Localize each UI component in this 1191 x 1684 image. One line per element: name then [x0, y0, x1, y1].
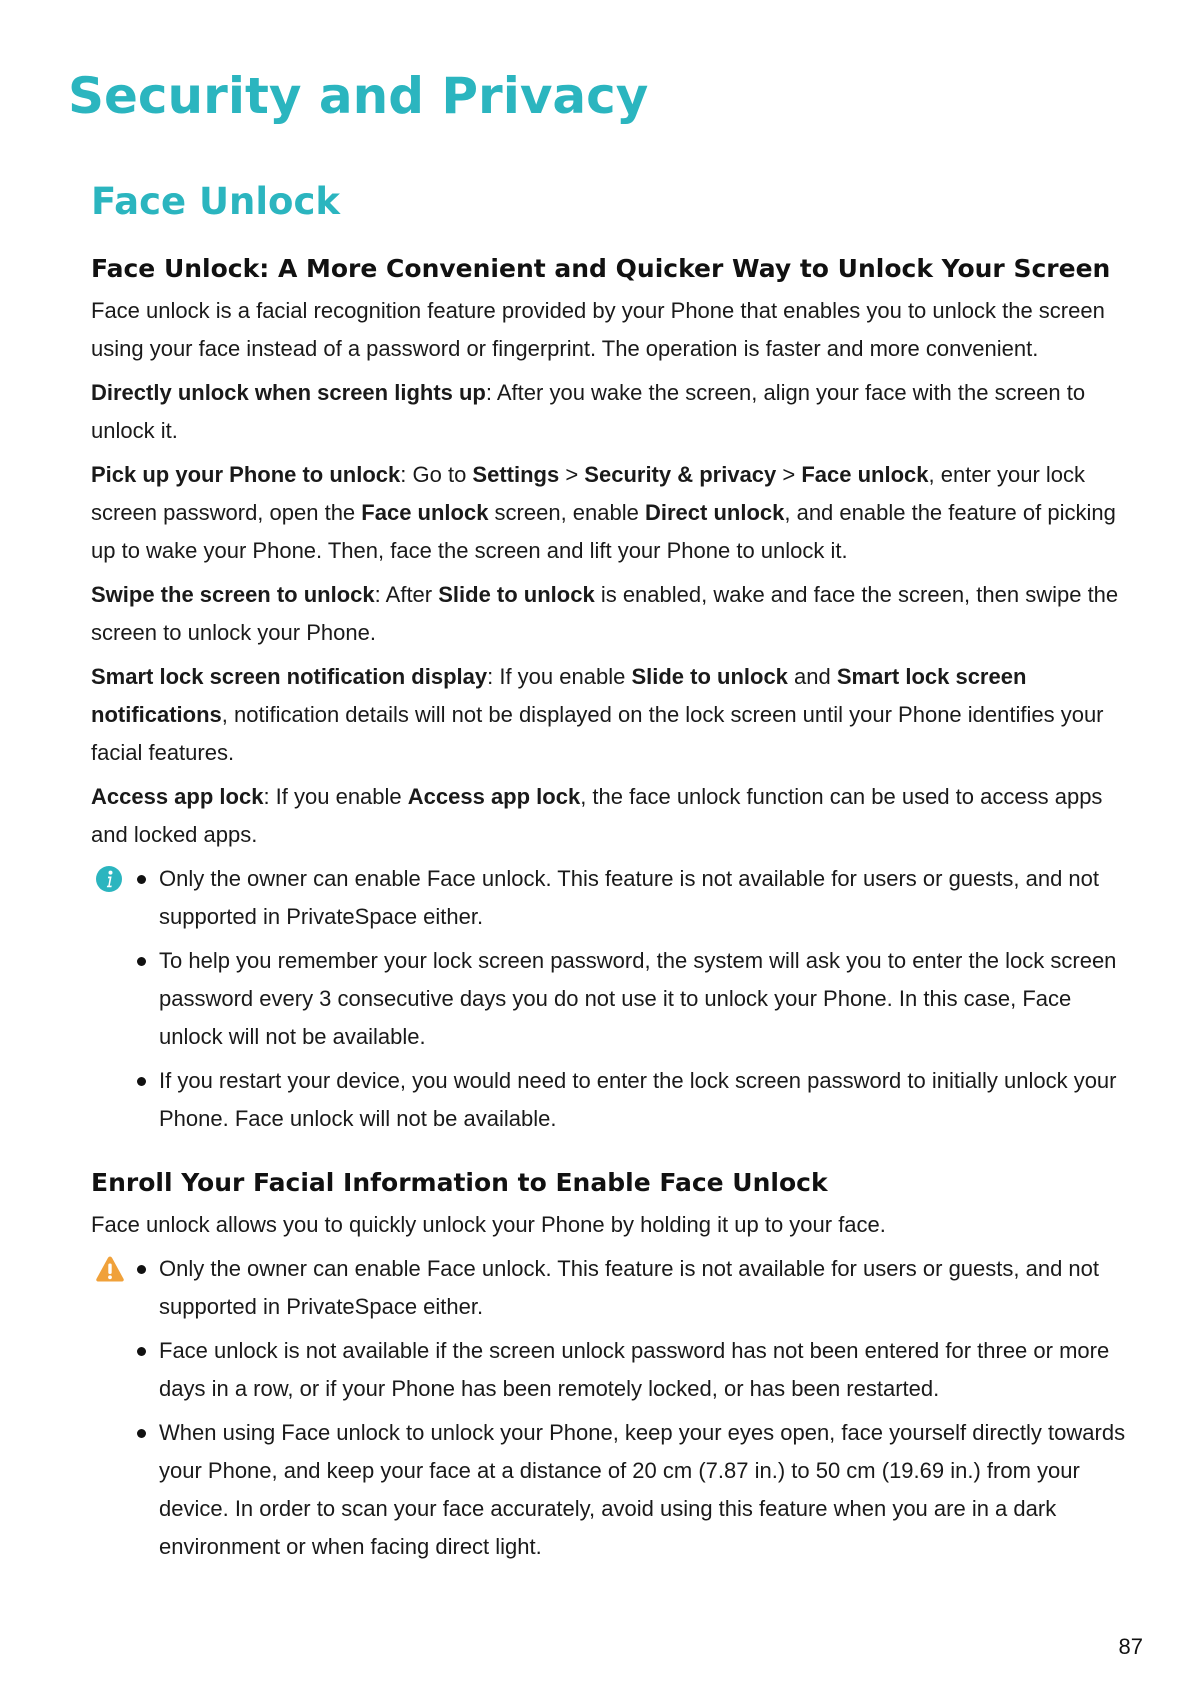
term-swipe: Swipe the screen to unlock: [91, 582, 375, 607]
bullet-dot: [137, 1429, 146, 1438]
text-segment: and: [787, 664, 837, 689]
info-note-list: [91, 860, 1131, 1138]
list-item: [135, 1332, 1131, 1408]
paragraph-swipe-unlock: [91, 576, 1131, 652]
paragraph-smart-lock-notifications: [91, 658, 1131, 772]
warning-icon: [95, 1255, 125, 1288]
enroll-intro: Face unlock allows you to quickly unlock your Phone by holding it up to your face.: [91, 1212, 886, 1237]
text-segment: : After you wake the screen, align your face with the screen to unlock it.: [91, 380, 1086, 443]
term-smart-lock-notifications: Smart lock screen notifications: [91, 664, 1027, 727]
list-item: [135, 1414, 1131, 1566]
menu-path-security-privacy: Security & privacy: [584, 462, 777, 487]
menu-path-settings: Settings: [472, 462, 560, 487]
text-segment: : Go to: [400, 462, 473, 487]
menu-path-face-unlock: Face unlock: [801, 462, 929, 487]
text-segment: , notification details will not be displayed on the lock screen until your Phone identifies your facial features.: [91, 702, 1104, 765]
main-content: [91, 180, 1131, 1572]
term-direct-unlock-option: Direct unlock: [644, 500, 785, 525]
warning-note-list: [91, 1250, 1131, 1566]
subsection-title-face-unlock-convenient: Face Unlock: A More Convenient and Quicker Way to Unlock Your Screen: [91, 254, 1111, 283]
text-segment: >: [776, 462, 802, 487]
section-title: Face Unlock: [91, 180, 341, 223]
term-slide-to-unlock: Slide to unlock: [438, 582, 595, 607]
page-number: 87: [1118, 1634, 1143, 1659]
paragraph-access-app-lock: [91, 778, 1131, 854]
subsection-title-enroll-facial-info: Enroll Your Facial Information to Enable Face Unlock: [91, 1168, 828, 1197]
bullet-dot: [137, 957, 146, 966]
bullet-dot: [137, 1347, 146, 1356]
term-face-unlock-screen: Face unlock: [361, 500, 489, 525]
list-item: [135, 1250, 1131, 1326]
term-access-app-lock: Access app lock: [91, 784, 264, 809]
bullet-dot: [137, 1077, 146, 1086]
text-segment: , and enable the feature of picking up to wake your Phone. Then, face the screen and lift your Phone to unlock it.: [91, 500, 1116, 563]
list-item: [135, 860, 1131, 936]
list-item: [135, 942, 1131, 1056]
info-icon: [95, 865, 123, 898]
text-segment: , enter your lock screen password, open the: [91, 462, 1086, 525]
bullet-dot: [137, 1265, 146, 1274]
term-smart-lock-display: Smart lock screen notification display: [91, 664, 488, 689]
face-unlock-intro: Face unlock is a facial recognition feature provided by your Phone that enables you to unlock the screen using your face instead of a password or fingerprint. The operation is faster and more convenient.: [91, 298, 1105, 361]
list-item-text: Only the owner can enable Face unlock. This feature is not available for users or guests, and not supported in PrivateSpace either.: [159, 1256, 1100, 1319]
list-item-text: To help you remember your lock screen password, the system will ask you to enter the lock screen password every 3 consecutive days you do not use it to unlock your Phone. In this case, Face unlock will not be available.: [159, 948, 1117, 1049]
list-item: [135, 1062, 1131, 1138]
text-segment: : If you enable: [263, 784, 408, 809]
term-slide-to-unlock: Slide to unlock: [631, 664, 788, 689]
term-access-app-lock-option: Access app lock: [407, 784, 581, 809]
term-direct-unlock: Directly unlock when screen lights up: [91, 380, 486, 405]
text-segment: , the face unlock function can be used to access apps and locked apps.: [91, 784, 1103, 847]
text-segment: : If you enable: [487, 664, 632, 689]
warning-note: [91, 1250, 1131, 1566]
text-segment: screen, enable: [488, 500, 645, 525]
info-note: [91, 860, 1131, 1138]
list-item-text: When using Face unlock to unlock your Phone, keep your eyes open, face yourself directly towards your Phone, and keep your face at a distance of 20 cm (7.87 in.) to 50 cm (19.69 in.) from your device. In order to scan your face accurately, avoid using this feature when you are in a dark environment or when facing direct light.: [159, 1420, 1126, 1559]
bullet-dot: [137, 875, 146, 884]
text-segment: >: [559, 462, 585, 487]
paragraph-direct-unlock: [91, 374, 1131, 450]
paragraph-pick-up-unlock: [91, 456, 1131, 570]
list-item-text: Only the owner can enable Face unlock. This feature is not available for users or guests, and not supported in PrivateSpace either.: [159, 866, 1100, 929]
text-segment: is enabled, wake and face the screen, then swipe the screen to unlock your Phone.: [91, 582, 1119, 645]
term-pick-up: Pick up your Phone to unlock: [91, 462, 401, 487]
text-segment: : After: [374, 582, 439, 607]
list-item-text: If you restart your device, you would need to enter the lock screen password to initially unlock your Phone. Face unlock will not be available.: [159, 1068, 1117, 1131]
chapter-title: Security and Privacy: [68, 67, 649, 125]
list-item-text: Face unlock is not available if the screen unlock password has not been entered for three or more days in a row, or if your Phone has been remotely locked, or has been restarted.: [159, 1338, 1110, 1401]
